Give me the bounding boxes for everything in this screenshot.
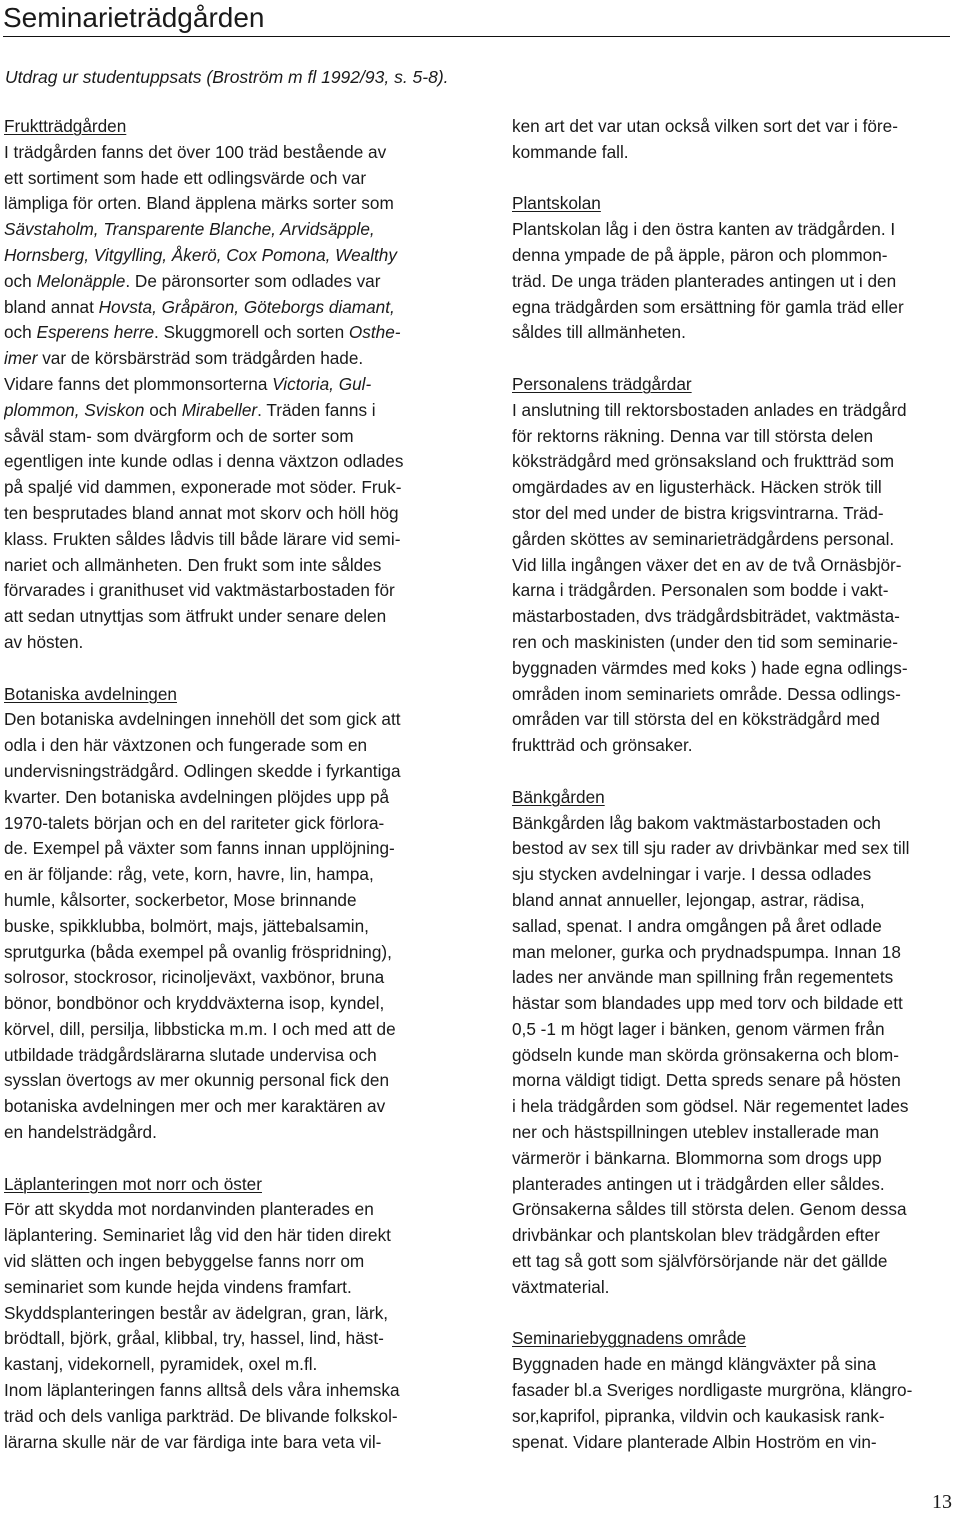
text-line	[512, 604, 960, 630]
text-segment: kastanj, videkornell, pyramidek, oxel m.fl.	[4, 1354, 318, 1375]
section-heading: Fruktträdgården	[4, 116, 127, 136]
text-segment: undervisningsträdgård. Odlingen skedde i fyrkantiga	[4, 760, 401, 781]
text-line	[4, 1197, 462, 1223]
text-line	[512, 243, 960, 269]
text-line	[4, 1352, 462, 1378]
text-segment: planterades antingen ut i trädgården eller såldes.	[512, 1173, 885, 1194]
text-line	[512, 682, 960, 708]
text-segment: solrosor, stockrosor, ricinoljeväxt, vaxbönor, bruna	[4, 967, 385, 988]
text-segment: lades ner använde man spillning från regementets	[512, 967, 894, 988]
text-line	[4, 1068, 462, 1094]
text-segment: I anslutning till rektorsbostaden anlades en trädgård	[512, 399, 907, 420]
text-line	[4, 1043, 462, 1069]
paragraph-gap	[512, 759, 960, 785]
text-segment: var de körsbärsträd som trädgården hade.	[37, 348, 364, 369]
text-line	[4, 1430, 462, 1456]
text-segment: . Skuggmorell och sorten	[154, 322, 349, 343]
text-segment: Inom läplanteringen fanns alltså dels våra inhemska	[4, 1380, 400, 1401]
text-segment: mästarbostaden, dvs trädgårdsbiträdet, vaktmästa-	[512, 606, 900, 627]
text-segment: omgärdades av en ligusterhäck. Häcken strök till	[512, 477, 882, 498]
text-segment: klass. Frukten såldes lådvis till både lärare vid semi-	[4, 528, 401, 549]
italic-text: Sävstaholm, Transparente Blanche, Arvidsäpple,	[4, 219, 375, 240]
section-heading: Seminariebyggnadens område	[512, 1328, 747, 1349]
subtitle: Utdrag ur studentuppsats (Broström m fl 1992/93, s. 5-8).	[5, 67, 449, 87]
text-line	[512, 398, 960, 424]
text-segment: förvarades i granithuset vid vaktmästarbostaden för	[4, 580, 395, 601]
text-line	[512, 295, 960, 321]
text-segment: utbildade trädgårdslärarna slutade undervisa och	[4, 1044, 377, 1065]
text-segment: . Träden fanns i	[257, 399, 376, 420]
paragraph-gap	[512, 166, 960, 192]
text-segment: I trädgården fanns det över 100 träd bestående av	[4, 141, 387, 162]
text-segment: de. Exempel på växter som fanns innan upplöjning-	[4, 838, 395, 859]
text-segment: kvarter. Den botaniska avdelningen plöjdes upp på	[4, 786, 390, 807]
text-line	[512, 733, 960, 759]
text-line	[512, 1172, 960, 1198]
text-line	[4, 578, 462, 604]
text-line	[512, 1120, 960, 1146]
text-segment: en är följande: råg, vete, korn, havre, lin, hampa,	[4, 864, 374, 885]
paragraph-gap	[512, 1301, 960, 1327]
text-segment: kommande fall.	[512, 141, 629, 162]
section-heading: Bänkgården	[512, 786, 605, 807]
text-line	[512, 836, 960, 862]
text-segment: ten besprutades bland annat mot skorv och höll hög	[4, 502, 399, 523]
text-segment: sor,kaprifol, pipranka, vildvin och kaukasisk rank-	[512, 1405, 885, 1426]
section-heading: Läplanteringen mot norr och öster	[4, 1173, 262, 1194]
text-line	[4, 527, 462, 553]
text-line	[4, 553, 462, 579]
text-line	[512, 320, 960, 346]
text-segment: en handelsträdgård.	[4, 1122, 157, 1143]
text-segment: värmerör i bänkarna. Blommorna som drogs upp	[512, 1147, 882, 1168]
text-segment: av hösten.	[4, 631, 84, 652]
text-segment: buske, spikklubba, bolmört, majs, jättebalsamin,	[4, 915, 369, 936]
text-line	[512, 1094, 960, 1120]
text-line	[4, 836, 462, 862]
text-segment: bland annat	[4, 296, 99, 317]
text-segment: Vidare fanns det plommonsorterna	[4, 373, 273, 394]
text-segment: Den botaniska avdelningen innehöll det som gick att	[4, 709, 401, 730]
paragraph-gap	[4, 656, 462, 682]
text-line	[4, 965, 462, 991]
text-line	[4, 630, 462, 656]
text-segment: växtmaterial.	[512, 1276, 610, 1297]
text-segment: Bänkgården låg bakom vaktmästarbostaden och	[512, 812, 881, 833]
text-line	[512, 1275, 960, 1301]
text-segment: bland annat annueller, lejongap, astrar, rädisa,	[512, 889, 865, 910]
text-line	[512, 991, 960, 1017]
text-line	[4, 1275, 462, 1301]
italic-text: Esperens herre	[36, 322, 155, 343]
text-segment: körvel, dill, persilja, libbsticka m.m. I och med att de	[4, 1018, 396, 1039]
text-segment: och	[4, 270, 37, 291]
text-line	[512, 914, 960, 940]
text-line	[4, 140, 462, 166]
text-segment: sju stycken avdelningar i varje. I dessa odlades	[512, 864, 872, 885]
text-line	[4, 1326, 462, 1352]
text-segment: såldes till allmänheten.	[512, 322, 686, 343]
text-line	[512, 1404, 960, 1430]
italic-text: Mirabeller	[181, 399, 258, 420]
text-segment: att sedan utnyttjas som ätfrukt under senare delen	[4, 606, 387, 627]
text-segment: gården sköttes av seminarieträdgårdens personal.	[512, 528, 895, 549]
text-segment: Byggnaden hade en mängd klängväxter på sina	[512, 1354, 877, 1375]
text-line	[4, 811, 462, 837]
text-segment: ren och maskinisten (under den tid som seminarie-	[512, 631, 898, 652]
text-segment: karna i trädgården. Personalen som bodde i vakt-	[512, 580, 889, 601]
text-segment: sysslan övertogs av mer okunnig personal fick den	[4, 1070, 390, 1091]
text-line	[4, 501, 462, 527]
text-line	[4, 1094, 462, 1120]
text-line	[4, 785, 462, 811]
text-segment: och	[144, 399, 182, 420]
text-line	[4, 1249, 462, 1275]
text-segment: bönor, bondbönor och kryddväxterna isop, kyndel,	[4, 993, 385, 1014]
text-segment: för rektorns räkning. Denna var till största delen	[512, 425, 874, 446]
text-segment: områden inom seminariets område. Dessa odlings-	[512, 683, 901, 704]
page-title: Seminarieträdgården	[3, 0, 950, 37]
text-line	[4, 449, 462, 475]
text-segment: på spaljé vid dammen, exponerade mot söder. Fruk-	[4, 477, 402, 498]
text-segment: ett tag så gott som självförsörjande när det gällde	[512, 1251, 888, 1272]
italic-text: imer	[4, 348, 38, 369]
text-segment: man meloner, gurka och prydnadspumpa. Innan 18	[512, 941, 901, 962]
italic-text: Melonäpple	[36, 270, 126, 291]
text-line	[512, 940, 960, 966]
text-line	[4, 862, 462, 888]
text-line	[512, 656, 960, 682]
text-line	[4, 1301, 462, 1327]
text-line	[512, 1068, 960, 1094]
text-segment: Vid lilla ingången växer det en av de två Ornäsbjör-	[512, 554, 902, 575]
italic-text: plommon, Sviskon	[4, 399, 145, 420]
text-segment: sallad, spenat. I andra omgången på året odlade	[512, 915, 882, 936]
text-line	[4, 1404, 462, 1430]
text-line	[512, 630, 960, 656]
text-segment: läplantering. Seminariet låg vid den här tiden direkt	[4, 1225, 391, 1246]
text-segment: och	[4, 322, 37, 343]
text-segment: seminariet som kunde hejda vindens framfart.	[4, 1276, 352, 1297]
text-line	[512, 1430, 960, 1456]
text-segment: i hela trädgården som gödsel. När regementet lades	[512, 1096, 909, 1117]
text-line	[512, 140, 960, 166]
text-line	[512, 114, 960, 140]
page-number: 13	[932, 1491, 952, 1513]
text-line	[512, 553, 960, 579]
paragraph-gap	[4, 1146, 462, 1172]
text-segment: drivbänkar och plantskolan blev trädgården efter	[512, 1225, 880, 1246]
text-line	[512, 888, 960, 914]
text-segment: brödtall, björk, gråal, klibbal, try, hassel, lind, häst-	[4, 1328, 384, 1349]
paragraph-gap	[512, 346, 960, 372]
text-line	[4, 759, 462, 785]
text-segment: ett sortiment som hade ett odlingsvärde och var	[4, 167, 367, 188]
text-line	[512, 1249, 960, 1275]
text-segment: botaniska avdelningen mer och mer karaktären av	[4, 1096, 386, 1117]
text-line	[512, 449, 960, 475]
text-segment: bestod av sex till sju rader av drivbänkar med sex till	[512, 838, 910, 859]
section-heading: Personalens trädgårdar	[512, 373, 692, 394]
text-line	[4, 940, 462, 966]
text-line	[4, 991, 462, 1017]
text-line	[4, 733, 462, 759]
text-line	[512, 475, 960, 501]
left-column	[4, 114, 462, 1455]
text-line	[512, 811, 960, 837]
text-segment: egna trädgården som ersättning för gamla träd eller	[512, 296, 904, 317]
text-line	[4, 424, 462, 450]
text-line	[512, 1378, 960, 1404]
text-line	[512, 1352, 960, 1378]
text-segment: ner och hästspillningen uteblev installerade man	[512, 1122, 879, 1143]
text-segment: . De päronsorter som odlades var	[125, 270, 381, 291]
text-line	[4, 346, 462, 372]
text-segment: morna väldigt tidigt. Detta spreds senare på hösten	[512, 1070, 901, 1091]
text-line	[512, 269, 960, 295]
text-line	[512, 1017, 960, 1043]
text-line	[4, 320, 462, 346]
text-line	[4, 1017, 462, 1043]
text-segment: stor del med under de bistra krigsvintrarna. Träd-	[512, 502, 884, 523]
text-line	[512, 527, 960, 553]
text-segment: Grönsakerna såldes till största delen. Genom dessa	[512, 1199, 907, 1220]
text-segment: odla i den här växtzonen och fungerade som en	[4, 735, 368, 756]
text-line	[512, 1043, 960, 1069]
text-segment: Skyddsplanteringen består av ädelgran, gran, lärk,	[4, 1302, 389, 1323]
text-segment: träd och dels vanliga parkträd. De blivande folkskol-	[4, 1405, 398, 1426]
text-segment: träd. De unga träden planterades antingen ut i den	[512, 270, 897, 291]
italic-text: Victoria, Gul-	[272, 373, 372, 394]
text-line	[512, 501, 960, 527]
text-segment: såväl stam- som dvärgform och de sorter som	[4, 425, 354, 446]
text-segment: hästar som blandades upp med torv och bildade ett	[512, 993, 903, 1014]
text-line	[512, 1146, 960, 1172]
text-line	[4, 888, 462, 914]
text-segment: byggnaden värmdes med koks ) hade egna odlings-	[512, 657, 908, 678]
text-segment: köksträdgård med grönsaksland och fruktträd som	[512, 451, 895, 472]
text-line	[4, 191, 462, 217]
text-line	[512, 965, 960, 991]
text-line	[512, 862, 960, 888]
text-line	[4, 372, 462, 398]
section-heading: Plantskolan	[512, 193, 601, 214]
text-segment: lärarna skulle när de var färdiga inte bara veta vil-	[4, 1431, 382, 1452]
text-line	[512, 217, 960, 243]
text-segment: fruktträd och grönsaker.	[512, 735, 693, 756]
text-line	[512, 1223, 960, 1249]
text-line	[4, 1378, 462, 1404]
text-segment: ken art det var utan också vilken sort det var i före-	[512, 116, 898, 136]
text-segment: spenat. Vidare planterade Albin Hoström en vin-	[512, 1431, 877, 1452]
text-segment: 1970-talets början och en del rariteter gick förlora-	[4, 812, 385, 833]
text-line	[4, 604, 462, 630]
text-line	[4, 295, 462, 321]
text-segment: områden var till största del en köksträdgård med	[512, 709, 880, 730]
text-segment: egentligen inte kunde odlas i denna växtzon odlades	[4, 451, 404, 472]
italic-text: Osthe-	[348, 322, 401, 343]
italic-text: Hornsberg, Vitgylling, Åkerö, Cox Pomona, Wealthy	[4, 244, 397, 265]
text-segment: vid slätten och ingen bebyggelse fanns norr om	[4, 1251, 365, 1272]
text-line	[4, 1120, 462, 1146]
text-line	[4, 166, 462, 192]
text-segment: fasader bl.a Sveriges nordligaste murgröna, klängro-	[512, 1380, 913, 1401]
text-segment: nariet och allmänheten. Den frukt som inte såldes	[4, 554, 382, 575]
text-line	[512, 424, 960, 450]
text-line	[4, 1223, 462, 1249]
section-heading: Botaniska avdelningen	[4, 683, 177, 704]
text-line	[512, 578, 960, 604]
text-line	[512, 707, 960, 733]
text-segment: Plantskolan låg i den östra kanten av trädgården. I	[512, 219, 896, 240]
text-segment: För att skydda mot nordanvinden planterades en	[4, 1199, 374, 1220]
text-segment: sprutgurka (båda exempel på ovanlig fröspridning),	[4, 941, 392, 962]
text-line	[4, 217, 462, 243]
text-segment: lämpliga för orten. Bland äpplena märks sorter som	[4, 193, 394, 214]
text-segment: gödseln kunde man skörda grönsakerna och blom-	[512, 1044, 899, 1065]
right-column	[512, 114, 960, 1455]
text-segment: 0,5 -1 m högt lager i bänken, genom värmen från	[512, 1018, 885, 1039]
text-line	[4, 914, 462, 940]
text-line	[512, 1197, 960, 1223]
text-segment: humle, kålsorter, sockerbetor, Mose brinnande	[4, 889, 357, 910]
text-line	[4, 269, 462, 295]
text-line	[4, 398, 462, 424]
text-line	[4, 243, 462, 269]
text-line	[4, 475, 462, 501]
italic-text: Hovsta, Gråpäron, Göteborgs diamant,	[98, 296, 395, 317]
text-segment: denna ympade de på äpple, päron och plommon-	[512, 244, 888, 265]
text-line	[4, 707, 462, 733]
